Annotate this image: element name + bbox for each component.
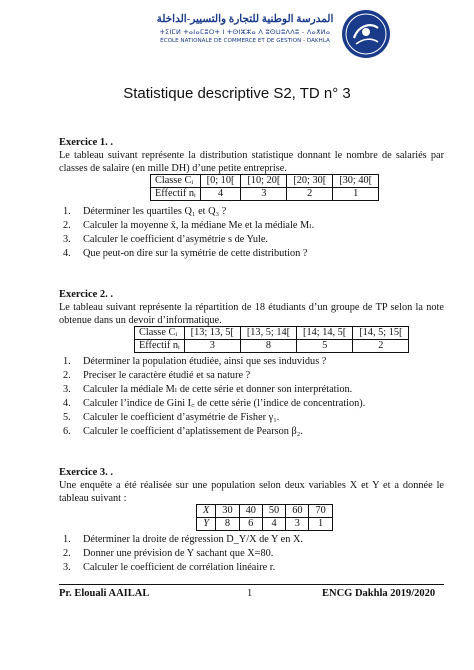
table-cell: [13, 5; 14[ — [240, 327, 296, 340]
table-cell: [0; 10[ — [200, 175, 241, 188]
page-title: Statistique descriptive S2, TD n° 3 — [123, 85, 351, 102]
exercise-1-heading: Exercice 1. . — [59, 137, 114, 148]
exercise-1-text: Le tableau suivant représente la distribution statistique donnant le nombre de salariés par classes de salaire (en mille DH) d’une petite entreprise. — [59, 150, 444, 174]
exercise-1-table — [150, 174, 379, 201]
table-cell: 1 — [333, 188, 379, 201]
school-name-tifinagh: ⵜⵉⵏⵎⵍ ⵜⴰⵏⴰⵎⵓⵔⵜ ⵏ ⵜⵙⵏⵣⵣⴰ ⴷ ⵓⵙⵡⵓⴷⴷⵓ - ⴷⴰⵅⵍⴰ — [159, 28, 331, 36]
exercise-2-heading: Exercice 2. . — [59, 289, 114, 300]
list-item: 1. Déterminer la population étudiée, ainsi que ses induvidus ? — [63, 356, 327, 367]
table-cell: 60 — [286, 505, 309, 518]
exercise-3-table — [196, 504, 333, 531]
school-name-french: ÉCOLE NATIONALE DE COMMERCE ET DE GESTION - DAKHLA — [160, 38, 330, 44]
table-cell: 2 — [353, 340, 409, 353]
list-item: 2. Calculer la moyenne x̄, la médiane Me et la médiale Mₗ. — [63, 220, 315, 231]
list-item: 2. Donner une prévision de Y sachant que X=80. — [63, 548, 274, 559]
list-item: 3. Calculer la médiale Mₗ de cette série et donner son interprétation. — [63, 384, 353, 395]
list-item: 3. Calculer le coefficient d’asymétrie s de Yule. — [63, 234, 268, 245]
table-cell: 3 — [241, 188, 287, 201]
table-cell: Effectif nᵢ — [135, 340, 185, 353]
list-item: 1. Déterminer la droite de régression D_Y/X de Y en X. — [63, 534, 303, 545]
table-cell: [13; 13, 5[ — [184, 327, 240, 340]
table-cell: 3 — [184, 340, 240, 353]
list-item: 3. Calculer le coefficient de corrélation linéaire r. — [63, 562, 276, 573]
table-cell: [14; 14, 5[ — [297, 327, 353, 340]
table-cell: 50 — [262, 505, 285, 518]
table-cell: 5 — [297, 340, 353, 353]
table-cell: 1 — [309, 518, 332, 531]
table-cell: Classe Cᵢ — [135, 327, 185, 340]
encg-logo-icon — [340, 8, 392, 60]
table-cell: 6 — [239, 518, 262, 531]
list-item: 5. Calculer le coefficient d’asymétrie de Fisher γ₁. — [63, 412, 280, 423]
table-cell: X — [197, 505, 216, 518]
table-cell: 30 — [216, 505, 239, 518]
exercise-2-text: Le tableau suivant représente la répartition de 18 étudiants d’un groupe de TP selon la note obtenue dans un devoir d’informatique. — [59, 302, 444, 326]
footer-author: Pr. Elouali AAILAL — [59, 588, 150, 599]
table-cell: [14, 5; 15[ — [353, 327, 409, 340]
list-item: 1. Déterminer les quartiles Q₁ et Q₃ ? — [63, 206, 227, 217]
table-cell: Effectif nᵢ — [151, 188, 201, 201]
exercise-3-heading: Exercice 3. . — [59, 467, 114, 478]
table-cell: 3 — [286, 518, 309, 531]
table-cell: 40 — [239, 505, 262, 518]
list-item: 2. Preciser le caractère étudié et sa nature ? — [63, 370, 251, 381]
table-cell: [30; 40[ — [333, 175, 379, 188]
footer-institution: ENCG Dakhla 2019/2020 — [322, 588, 436, 599]
table-cell: Classe Cᵢ — [151, 175, 201, 188]
exercise-2-table — [134, 326, 409, 353]
table-cell: 8 — [216, 518, 239, 531]
school-name-arabic: المدرسة الوطنية للتجارة والتسيير-الداخلة — [156, 14, 334, 25]
footer-page-number: 1 — [247, 588, 253, 599]
table-cell: 70 — [309, 505, 332, 518]
list-item: 6. Calculer le coefficient d’aplatissement de Pearson β₂. — [63, 426, 303, 437]
table-cell: [20; 30[ — [287, 175, 333, 188]
table-cell: 8 — [240, 340, 296, 353]
table-cell: 4 — [262, 518, 285, 531]
table-cell: 4 — [200, 188, 241, 201]
table-cell: [10; 20[ — [241, 175, 287, 188]
table-cell: Y — [197, 518, 216, 531]
exercise-3-text: Une enquête a été réalisée sur une population selon deux variables X et Y et a donnée le tableau suivant : — [59, 480, 444, 504]
list-item: 4. Calculer l’indice de Gini I꜀ de cette série (l’indice de concentration). — [63, 398, 366, 409]
footer-divider — [59, 584, 444, 585]
table-cell: 2 — [287, 188, 333, 201]
list-item: 4. Que peut-on dire sur la symétrie de cette distribution ? — [63, 248, 308, 259]
